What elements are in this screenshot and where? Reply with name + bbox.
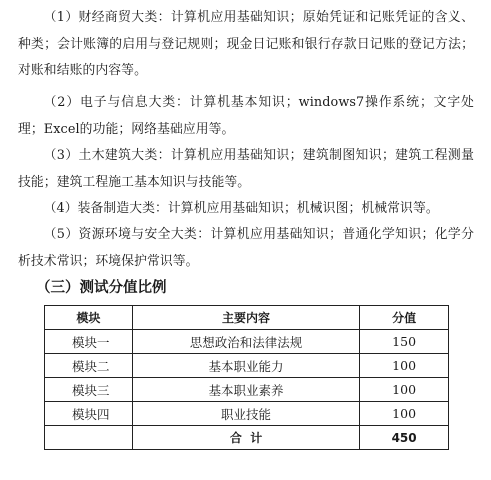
module-cell: 模块四 — [45, 402, 133, 426]
score-cell: 100 — [360, 402, 449, 426]
header-content: 主要内容 — [132, 306, 359, 330]
header-score: 分值 — [360, 306, 449, 330]
content-cell: 基本职业能力 — [132, 354, 359, 378]
table-row — [45, 330, 449, 354]
score-cell: 150 — [360, 330, 449, 354]
score-cell: 100 — [360, 354, 449, 378]
table-row — [45, 402, 449, 426]
paragraph-electronics-info: （2）电子与信息大类：计算机基本知识；windows7操作系统；文字处理；Excel的功能；网络基础应用等。 — [18, 95, 474, 137]
paragraph-equipment-manufacturing: （4）装备制造大类：计算机应用基础知识；机械识图；机械常识等。 — [43, 201, 439, 216]
table-header-row — [45, 306, 449, 330]
module-cell: 模块二 — [45, 354, 133, 378]
paragraph-civil-construction: （3）土木建筑大类：计算机应用基础知识；建筑制图知识；建筑工程测量技能；建筑工程施工基本知识与技能等。 — [18, 148, 474, 190]
total-value: 450 — [360, 426, 449, 450]
content-cell: 思想政治和法律法规 — [132, 330, 359, 354]
content-cell: 职业技能 — [132, 402, 359, 426]
module-cell: 模块三 — [45, 378, 133, 402]
table-row — [45, 354, 449, 378]
total-row — [45, 426, 449, 450]
paragraph-resources-environment: （5）资源环境与安全大类：计算机应用基础知识；普通化学知识；化学分析技术常识；环境保护常识等。 — [18, 227, 474, 269]
total-label: 合 计 — [132, 426, 359, 450]
table-row — [45, 378, 449, 402]
content-cell: 基本职业素养 — [132, 378, 359, 402]
header-module: 模块 — [45, 306, 133, 330]
paragraph-finance-commerce: （1）财经商贸大类：计算机应用基础知识；原始凭证和记账凭证的含义、种类；会计账簿的启用与登记规则；现金日记账和银行存款日记账的登记方法；对账和结账的内容等。 — [18, 10, 474, 78]
section-title: （三）测试分值比例 — [36, 280, 167, 296]
score-cell: 100 — [360, 378, 449, 402]
module-cell: 模块一 — [45, 330, 133, 354]
score-table — [44, 305, 449, 450]
total-empty-cell — [45, 426, 133, 450]
